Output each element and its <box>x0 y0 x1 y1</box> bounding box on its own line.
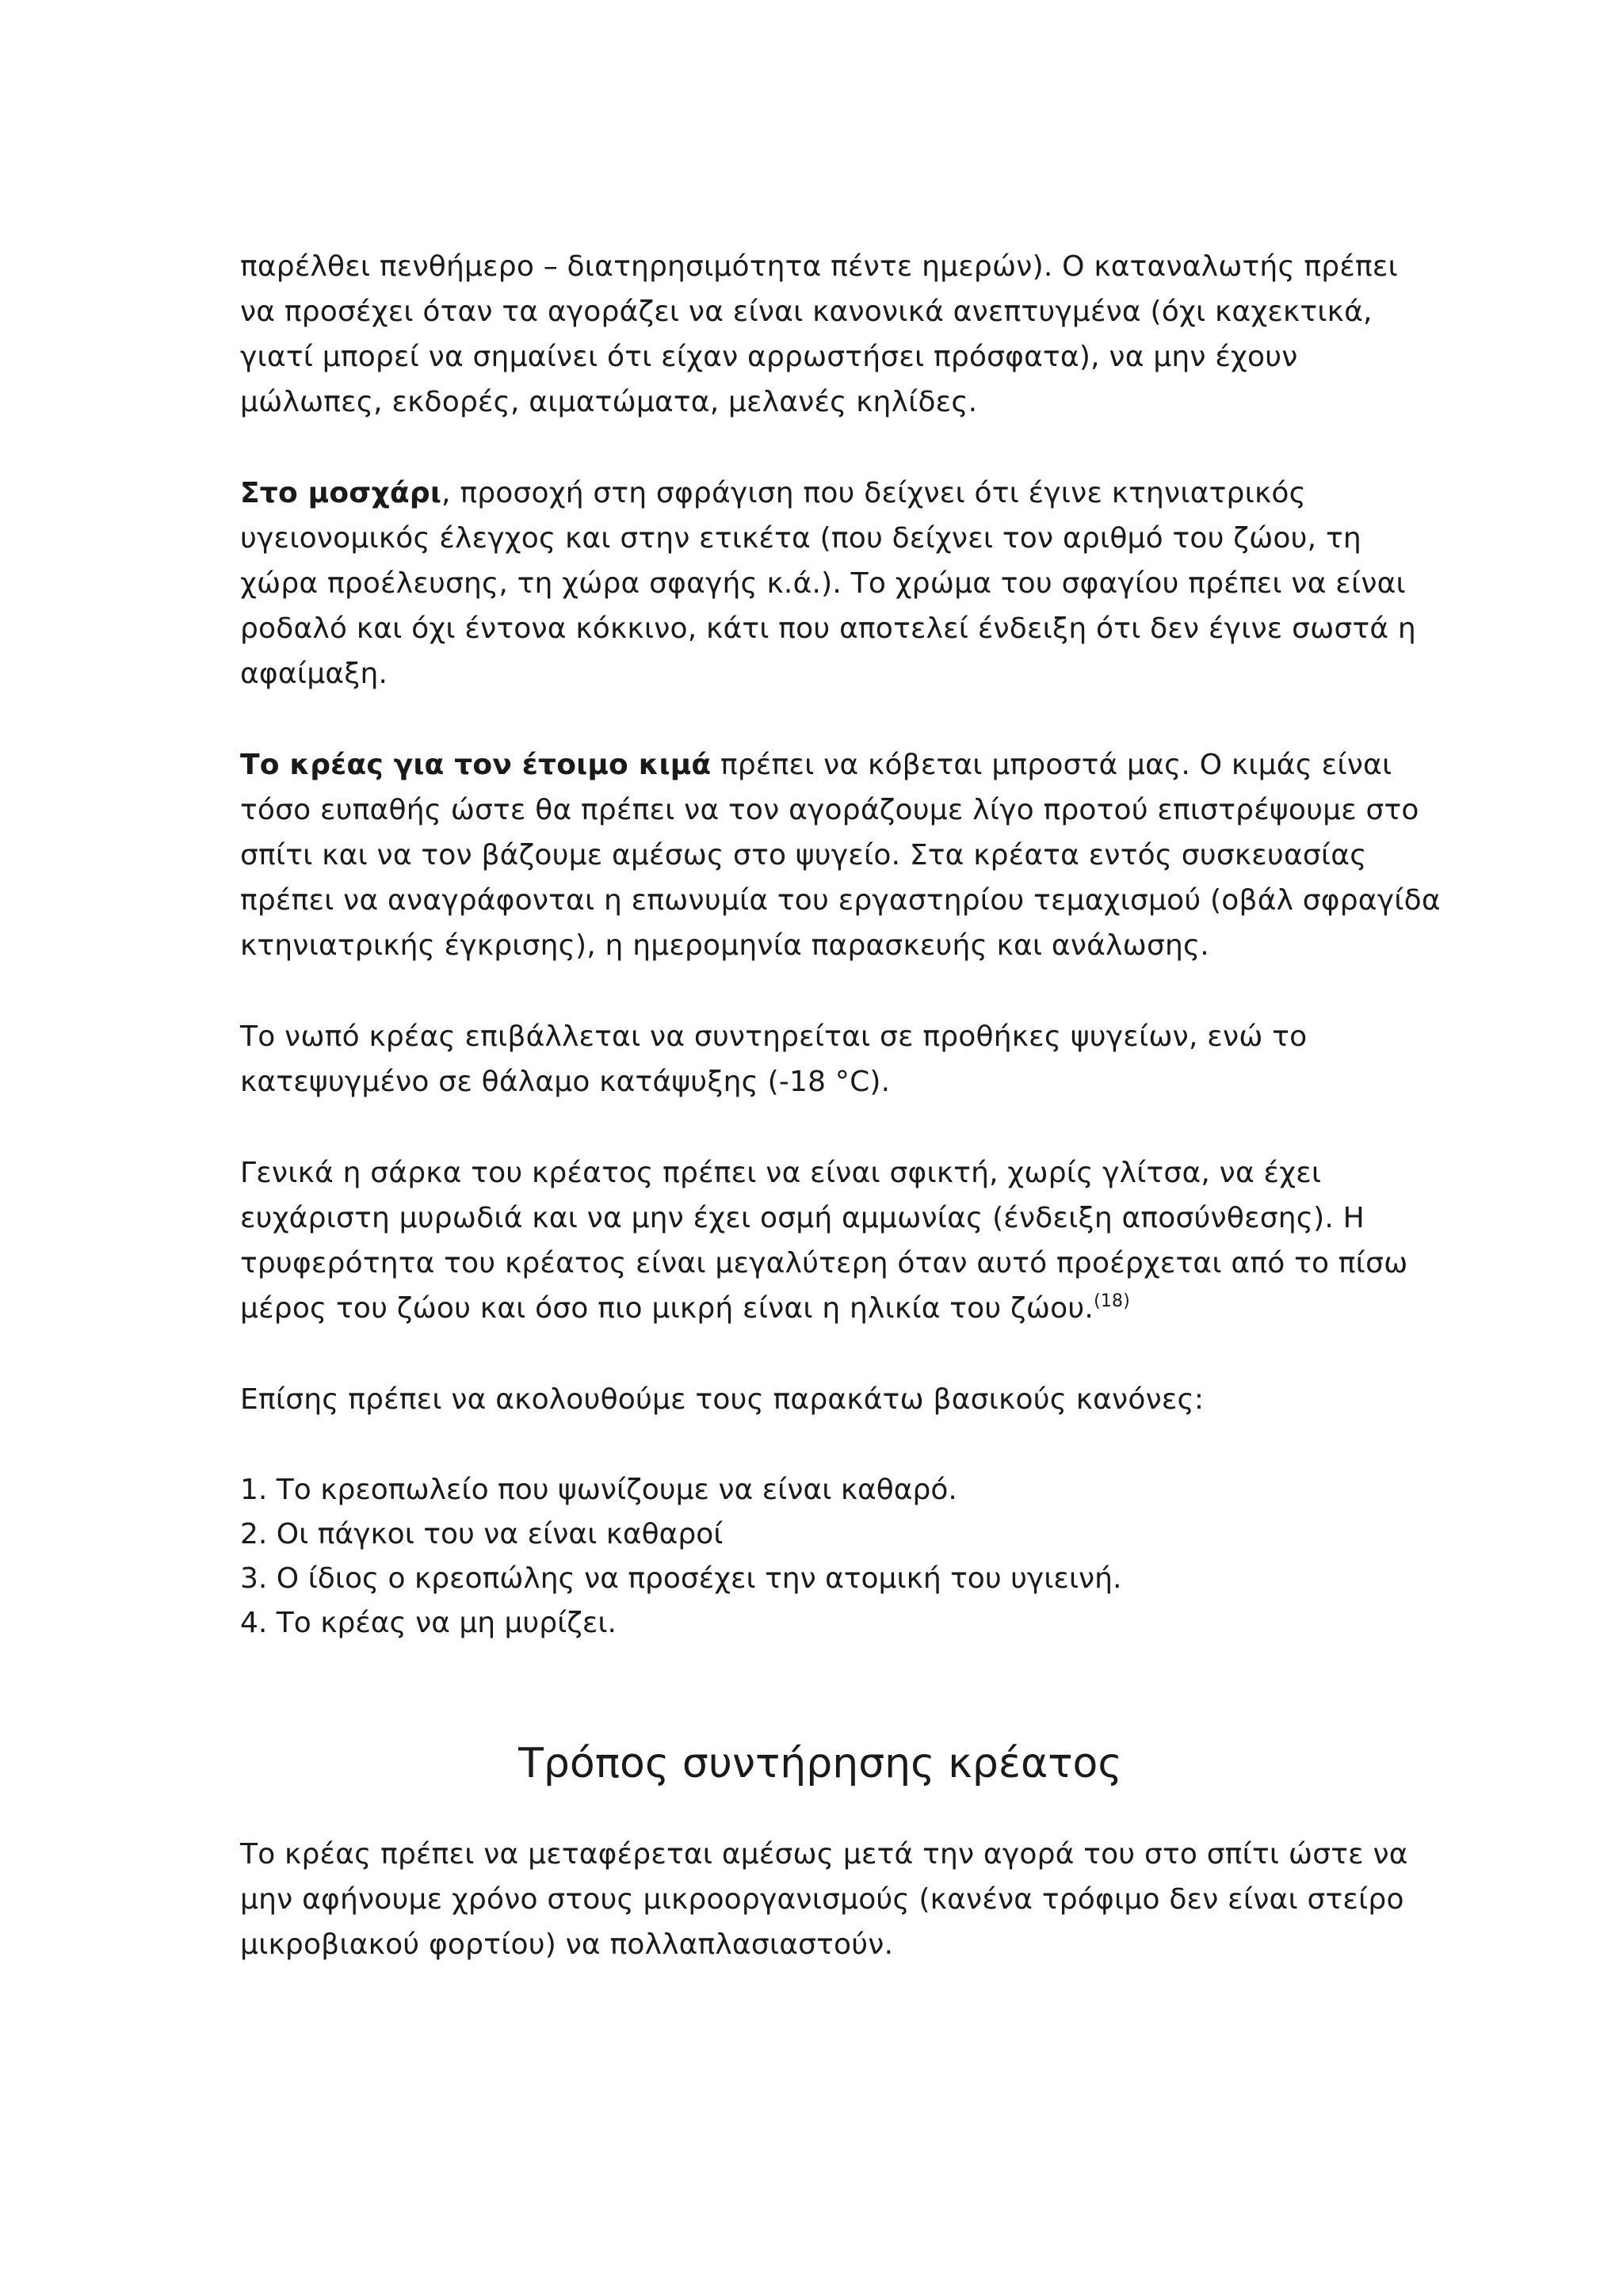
text-line: χώρα προέλευσης, τη χώρα σφαγής κ.ά.). Το χρώμα του σφαγίου πρέπει να είναι <box>240 567 1406 600</box>
text-line: αφαίμαξη. <box>240 658 388 690</box>
list-item: 2. Οι πάγκοι του να είναι καθαροί <box>240 1518 724 1550</box>
bold-term-beef: Στο μοσχάρι <box>240 477 442 509</box>
text-line: ροδαλό και όχι έντονα κόκκινο, κάτι που αποτελεί ένδειξη ότι δεν έγινε σωστά η <box>240 612 1416 645</box>
text-line: τόσο ευπαθής ώστε θα πρέπει να τον αγοράζουμε λίγο προτού επιστρέψουμε στο <box>240 794 1419 826</box>
text-line: κατεψυγμένο σε θάλαμο κατάψυξης (-18 °C). <box>240 1066 891 1098</box>
text-line: υγειονομικός έλεγχος και στην ετικέτα (που δείχνει τον αριθμό του ζώου, τη <box>240 522 1361 555</box>
paragraph-rules-intro <box>240 1377 1405 1422</box>
text-line <box>240 471 1405 516</box>
paragraph-poultry-inspection <box>240 244 1405 425</box>
rules-list <box>240 1468 1405 1646</box>
text-line: σπίτι και να τον βάζουμε αμέσως στο ψυγείο. Στα κρέατα εντός συσκευασίας <box>240 839 1367 871</box>
text-line: Το κρέας πρέπει να μεταφέρεται αμέσως μετά την αγορά του στο σπίτι ώστε να <box>240 1838 1408 1871</box>
list-item: 1. Το κρεοπωλείο που ψωνίζουμε να είναι καθαρό. <box>240 1474 957 1506</box>
text-run: πρέπει να κόβεται μπροστά μας. Ο κιμάς είναι <box>711 749 1392 781</box>
text-run: μέρος του ζώου και όσο πιο μικρή είναι η ηλικία του ζώου. <box>240 1292 1094 1325</box>
section-heading: Τρόπος συντήρησης κρέατος <box>518 1740 1122 1787</box>
text-line: κτηνιατρικής έγκρισης), η ημερομηνία παρασκευής και ανάλωσης. <box>240 929 1209 962</box>
text-line <box>240 742 1405 788</box>
paragraph-minced-meat <box>240 742 1441 968</box>
text-line: Το νωπό κρέας επιβάλλεται να συντηρείται σε προθήκες ψυγείων, ενώ το <box>240 1020 1308 1053</box>
reference-superscript: (18) <box>1094 1291 1131 1311</box>
text-line: μώλωπες, εκδορές, αιματώματα, μελανές κηλίδες. <box>240 386 978 418</box>
bold-term-minced-meat: Το κρέας για τον έτοιμο κιμά <box>240 749 712 781</box>
text-line: γιατί μπορεί να σημαίνει ότι είχαν αρρωστήσει πρόσφατα), να μην έχουν <box>240 341 1298 373</box>
text-line: τρυφερότητα του κρέατος είναι μεγαλύτερη όταν αυτό προέρχεται από το πίσω <box>240 1247 1408 1280</box>
text-line: ευχάριστη μυρωδιά και να μην έχει οσμή αμμωνίας (ένδειξη αποσύνθεσης). Η <box>240 1202 1365 1234</box>
text-line: παρέλθει πενθήμερο – διατηρησιμότητα πέντε ημερών). Ο καταναλωτής πρέπει <box>240 250 1398 283</box>
paragraph-preservation <box>240 1832 1408 1967</box>
text-line: Επίσης πρέπει να ακολουθούμε τους παρακάτω βασικούς κανόνες: <box>240 1383 1205 1416</box>
text-line: πρέπει να αναγράφονται η επωνυμία του εργαστηρίου τεμαχισμού (οβάλ σφραγίδα <box>240 884 1441 917</box>
text-line: Γενικά η σάρκα του κρέατος πρέπει να είναι σφικτή, χωρίς γλίτσα, να έχει <box>240 1157 1322 1189</box>
text-line: να προσέχει όταν τα αγοράζει να είναι κανονικά ανεπτυγμένα (όχι καχεκτικά, <box>240 296 1373 328</box>
paragraph-beef <box>240 471 1416 696</box>
text-line <box>240 1286 1405 1331</box>
text-line: μην αφήνουμε χρόνο στους μικροοργανισμούς (κανένα τρόφιμο δεν είναι στείρο <box>240 1883 1404 1916</box>
text-line: μικροβιακού φορτίου) να πολλαπλασιαστούν. <box>240 1928 894 1961</box>
list-item: 3. Ο ίδιος ο κρεοπώλης να προσέχει την ατομική του υγιεινή. <box>240 1562 1122 1595</box>
paragraph-storage-temperature <box>240 1014 1405 1104</box>
text-run: , προσοχή στη σφράγιση που δείχνει ότι έγινε κτηνιατρικός <box>441 477 1306 509</box>
list-item: 4. Το κρέας να μη μυρίζει. <box>240 1607 617 1639</box>
paragraph-meat-quality <box>240 1150 1408 1331</box>
document-page <box>240 244 1441 1961</box>
